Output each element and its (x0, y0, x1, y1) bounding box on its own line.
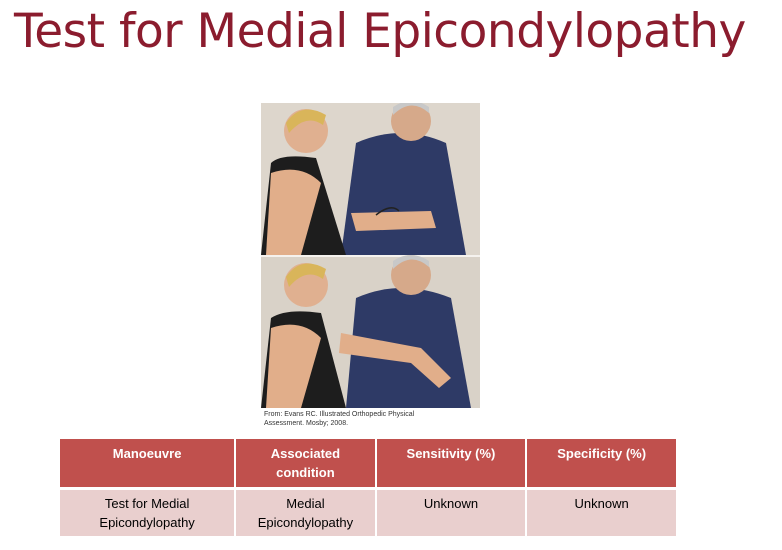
cell-specificity: Unknown (527, 490, 676, 536)
header-specificity: Specificity (%) (527, 439, 676, 490)
cell-associated-condition: Medial Epicondylopathy (236, 490, 374, 536)
figure-credit (264, 410, 494, 428)
header-manoeuvre: Manoeuvre (60, 439, 234, 490)
credit-line-2: Assessment. Mosby; 2008. (264, 420, 349, 427)
table-row (60, 490, 676, 536)
credit-line-1: From: Evans RC. Illustrated Orthopedic Physical (264, 411, 415, 418)
header-associated-condition: Associated condition (236, 439, 374, 490)
slide-title: Test for Medial Epicondylopathy (14, 4, 746, 59)
cell-manoeuvre: Test for Medial Epicondylopathy (60, 490, 234, 536)
table-header-row (60, 439, 676, 490)
header-sensitivity: Sensitivity (%) (377, 439, 526, 490)
test-accuracy-table (58, 439, 678, 536)
cell-sensitivity: Unknown (377, 490, 526, 536)
exam-photo (261, 103, 480, 408)
